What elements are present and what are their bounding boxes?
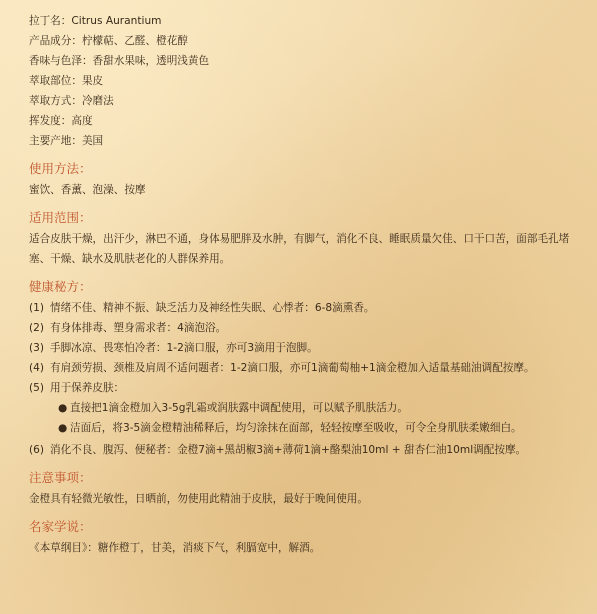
bullet-text: 洁面后，将3-5滴金橙精油稀释后，均匀涂抹在面部，轻轻按摩至吸收，可令全身肌肤柔嫩细白。 (70, 422, 522, 434)
usage-text: 蜜饮、香薰、泡澡、按摩 (29, 184, 146, 196)
recipe-text: 消化不良、腹泻、便秘者：金橙7滴+黑胡椒3滴+薄荷1滴+酪梨油10ml + 甜杏仁油10ml调配按摩。 (50, 444, 527, 456)
bullet-icon: ● (58, 422, 68, 434)
notice-title: 注意事项： (29, 470, 92, 485)
info-block (29, 11, 584, 151)
recipe-item (29, 318, 584, 338)
recipe-number: (5) (29, 382, 45, 394)
recipe-item (29, 440, 584, 460)
ingredients: 产品成分：柠檬萜、乙醛、橙花醇 (29, 35, 188, 47)
origin: 主要产地：美国 (29, 135, 104, 147)
quote-title: 名家学说： (29, 519, 92, 534)
quote-text: 《本草纲目》：糖作橙丁，甘美，消痰下气，利膈宽中，解酒。 (29, 542, 321, 554)
recipe-item (29, 338, 584, 358)
recipe-text: 手脚冰凉、畏寒怕冷者：1-2滴口服，亦可3滴用于泡脚。 (50, 342, 318, 354)
recipe-number: (4) (29, 362, 45, 374)
extraction-part: 萃取部位：果皮 (29, 75, 104, 87)
recipe-number: (6) (29, 444, 45, 456)
volatility: 挥发度：高度 (29, 115, 93, 127)
bullet-icon: ● (58, 402, 68, 414)
scent-color: 香味与色泽：香甜水果味，透明浅黄色 (29, 55, 210, 67)
recipe-text: 用于保养皮肤： (50, 382, 125, 394)
skin-care-bullet (39, 398, 584, 418)
recipe-item (29, 358, 584, 378)
recipe-item (29, 298, 584, 318)
notice-text: 金橙具有轻微光敏性，日晒前，勿使用此精油于皮肤，最好于晚间使用。 (29, 493, 368, 505)
recipe-text: 有肩颈劳损、颈椎及肩周不适问题者：1-2滴口服，亦可1滴葡萄柚+1滴金橙加入适量基础油调配按摩。 (50, 362, 535, 374)
product-sheet (29, 11, 584, 558)
recipe-number: (3) (29, 342, 45, 354)
extraction-method: 萃取方式：冷磨法 (29, 95, 114, 107)
usage-title: 使用方法： (29, 161, 92, 176)
recipe-number: (1) (29, 302, 45, 314)
bullet-text: 直接把1滴金橙加入3-5g乳霜或润肤露中调配使用，可以赋予肌肤活力。 (70, 402, 408, 414)
latin-name: 拉丁名：Citrus Aurantium (29, 15, 162, 27)
recipe-item (29, 378, 584, 398)
scope-text: 适合皮肤干燥，出汗少，淋巴不通，身体易肥胖及水肿，有脚气，消化不良、睡眠质量欠佳、口干口苦，面部毛孔堵塞、干燥、缺水及肌肤老化的人群保养用。 (29, 233, 570, 265)
recipes-title: 健康秘方： (29, 279, 92, 294)
recipe-text: 情绪不佳、精神不振、缺乏活力及神经性失眠、心悸者：6-8滴熏香。 (50, 302, 375, 314)
recipe-text: 有身体排毒、塑身需求者：4滴泡浴。 (50, 322, 227, 334)
scope-title: 适用范围： (29, 210, 92, 225)
skin-care-bullet (39, 418, 584, 438)
recipe-number: (2) (29, 322, 45, 334)
